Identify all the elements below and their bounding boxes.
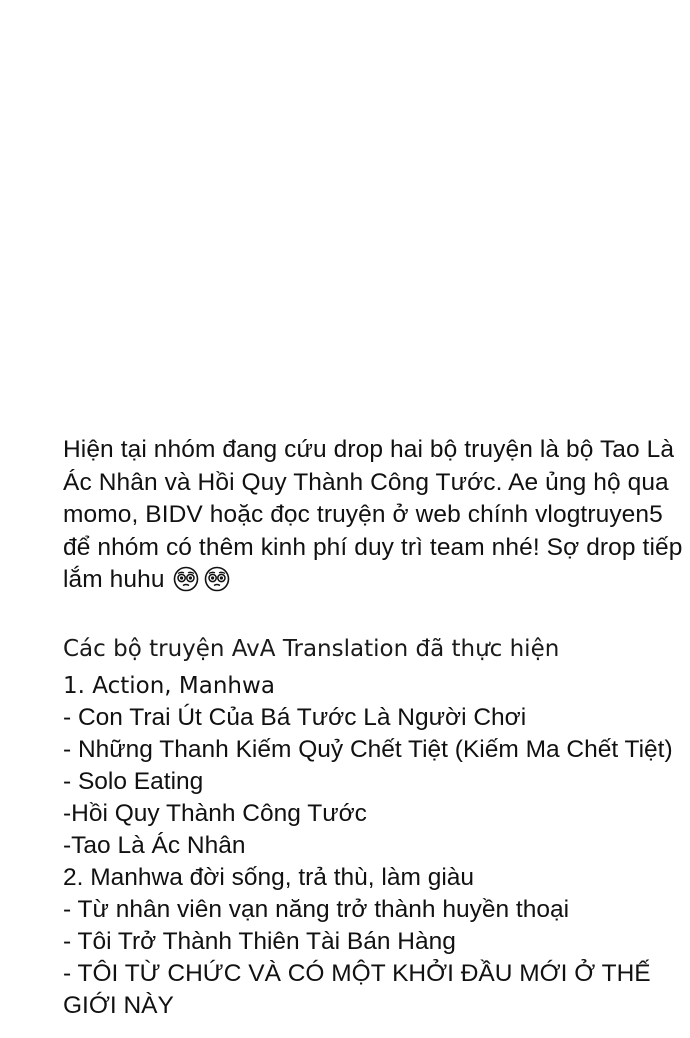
series-list-heading: Các bộ truyện AvA Translation đã thực hiện [63, 636, 560, 662]
category-label: 1. Action, Manhwa [63, 673, 275, 699]
series-item: -Tao Là Ác Nhân [63, 832, 246, 859]
category-label: 2. Manhwa đời sống, trả thù, làm giàu [63, 864, 475, 891]
series-item: - Solo Eating [63, 768, 204, 795]
support-notice-text: Hiện tại nhóm đang cứu drop hai bộ truyện là bộ Tao Là Ác Nhân và Hồi Quy Thành Công Tước. Ae ủng hộ qua momo, BIDV hoặc đọc truyện ở web chính vlogtruyen5 để nhóm có thêm kinh phí duy trì team nhé! Sợ drop tiếp lắm huhu [63, 436, 683, 593]
series-list [63, 670, 688, 1022]
series-item: -Hồi Quy Thành Công Tước [63, 800, 367, 827]
support-notice [63, 434, 683, 597]
series-item: - Những Thanh Kiếm Quỷ Chết Tiệt (Kiếm Ma Chết Tiệt) [63, 736, 673, 763]
pleading-face-icon [173, 566, 199, 592]
emoji-row [173, 566, 230, 592]
series-item: - Tôi Trở Thành Thiên Tài Bán Hàng [63, 928, 456, 955]
series-item: - Con Trai Út Của Bá Tước Là Người Chơi [63, 704, 527, 731]
series-item: - Từ nhân viên vạn năng trở thành huyền thoại [63, 896, 570, 923]
series-item: - TÔI TỪ CHỨC VÀ CÓ MỘT KHỞI ĐẦU MỚI Ở THẾ GIỚI NÀY [63, 960, 651, 1019]
pleading-face-icon [204, 566, 230, 592]
